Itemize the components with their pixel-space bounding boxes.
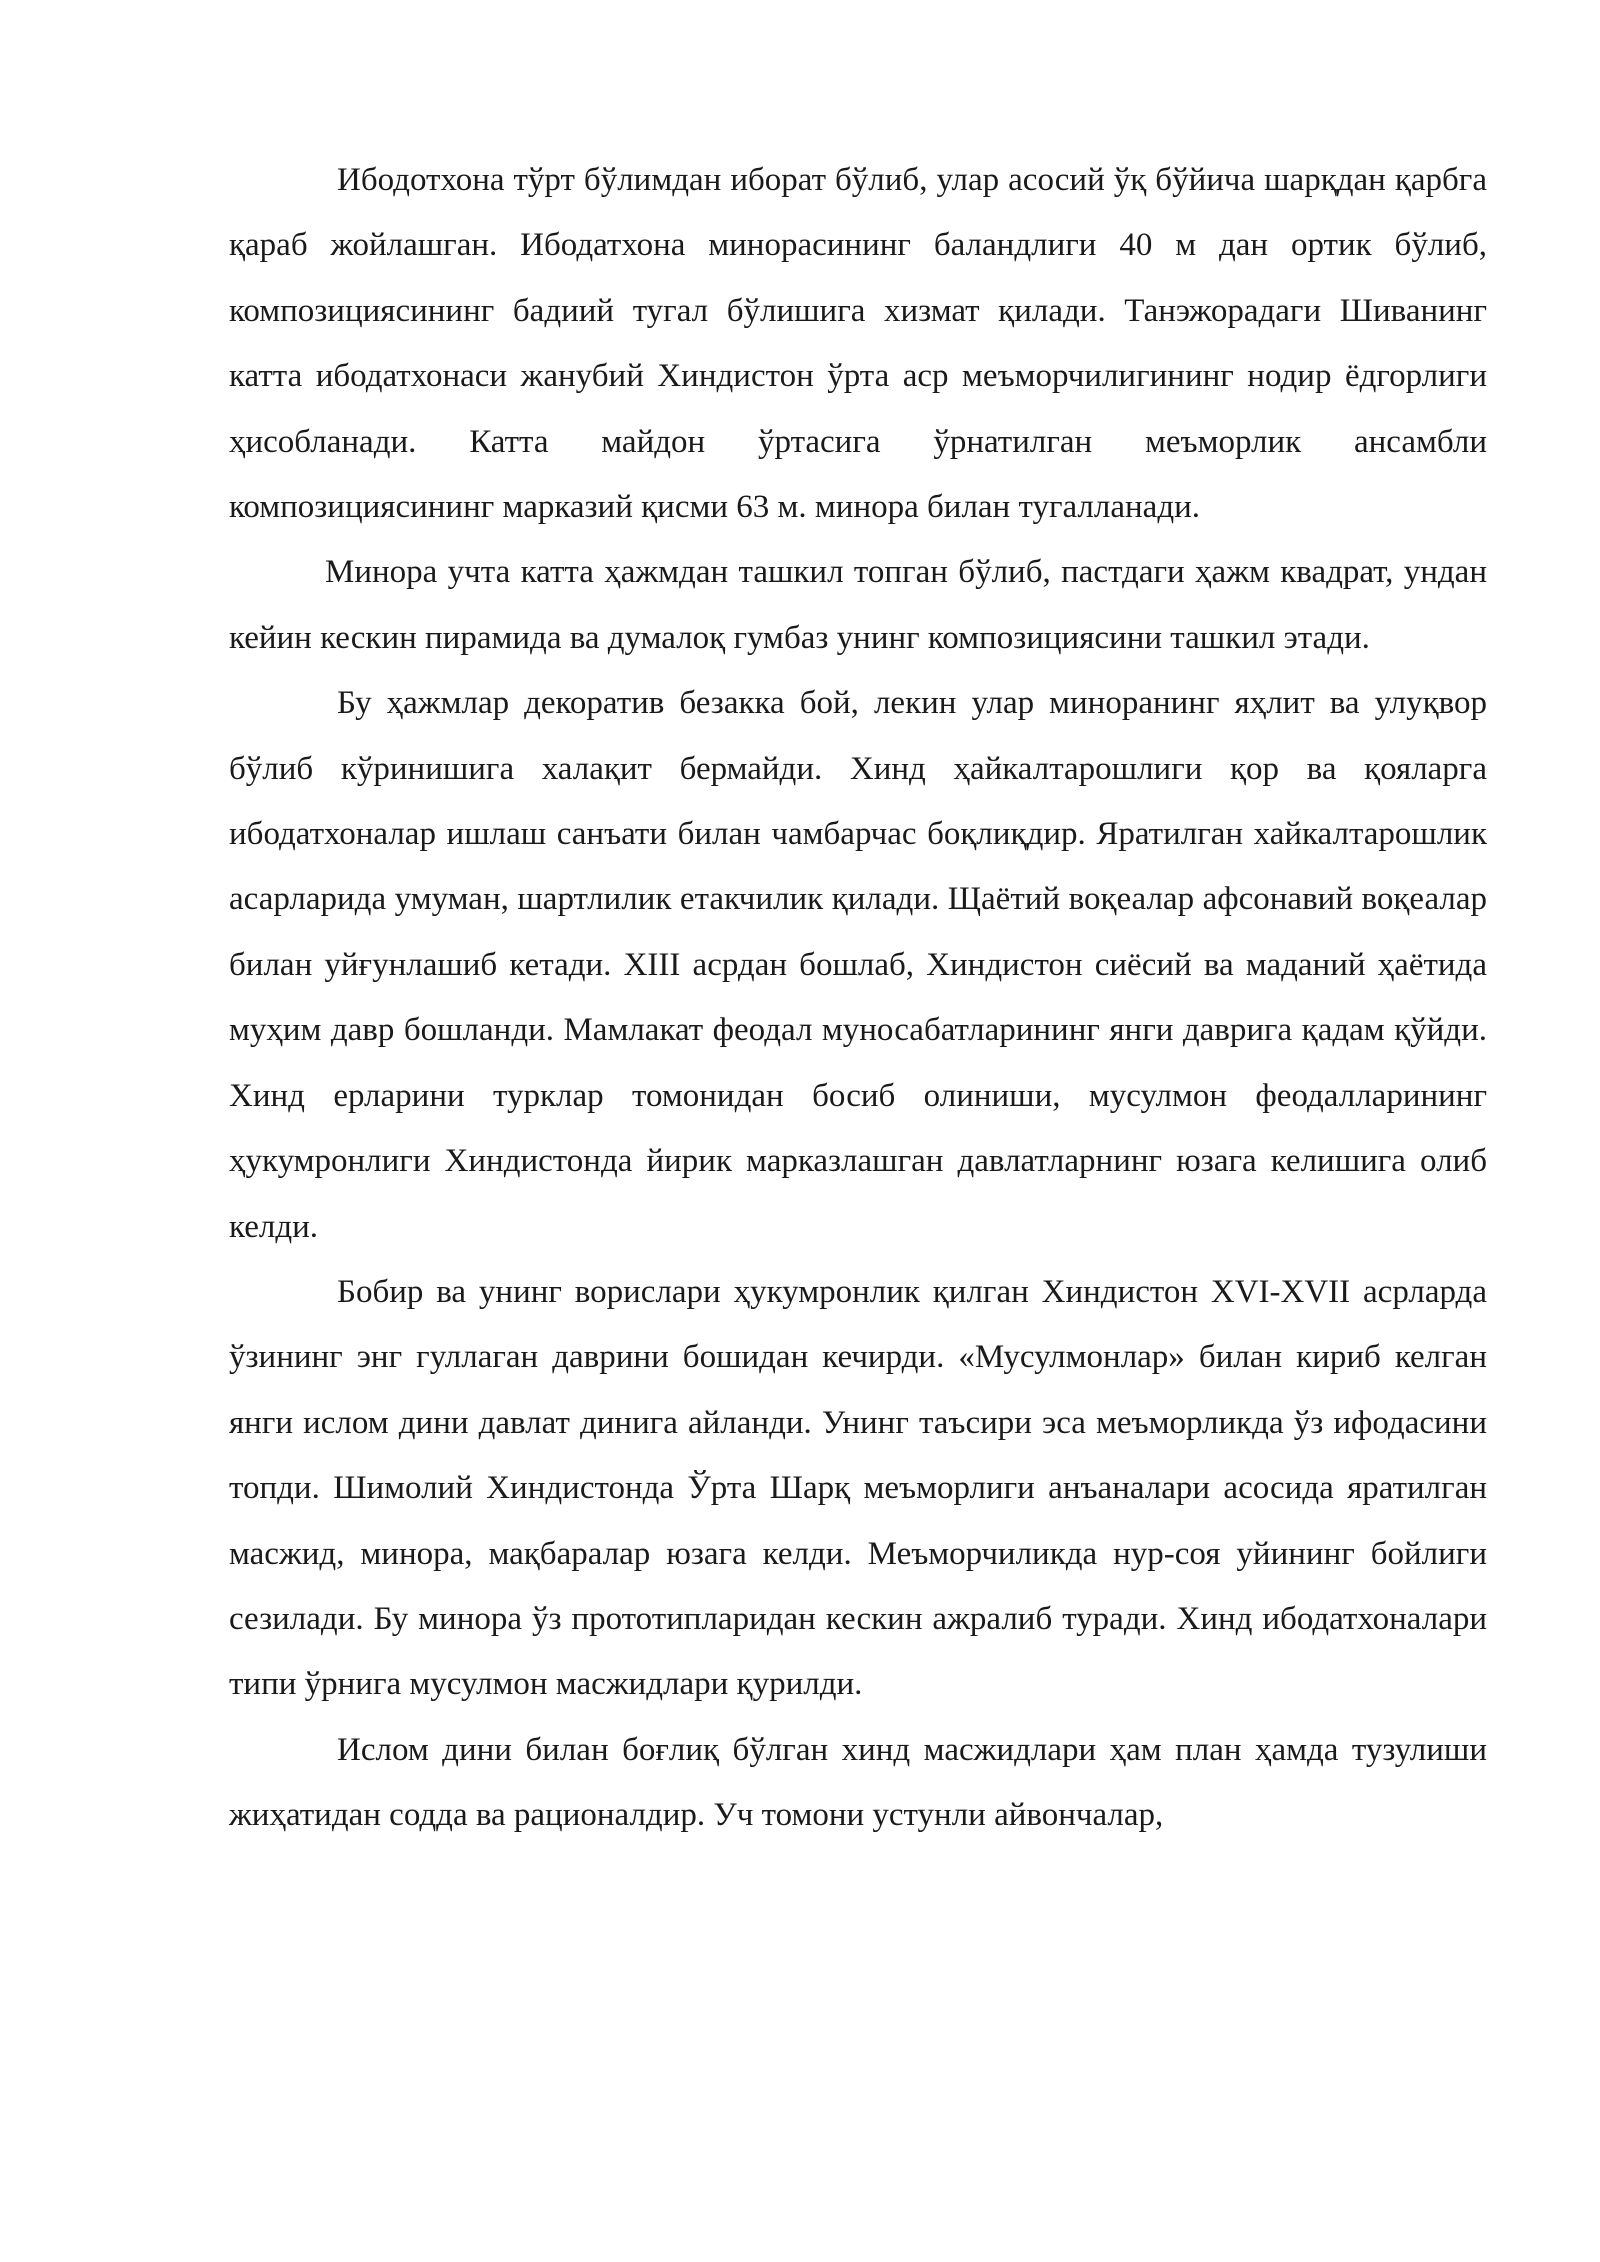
- document-body: [229, 148, 1487, 1849]
- paragraph-5: Ислом дини билан боғлиқ бўлган хинд масжидлари ҳам план ҳамда тузулиши жиҳатидан содда ва рационалдир. Уч томони устунли айвончалар,: [229, 1731, 1487, 1834]
- paragraph-2: Минора учта катта ҳажмдан ташкил топган бўлиб, пастдаги ҳажм квадрат, ундан кейин кескин пирамида ва думалоқ гумбаз унинг композициясини ташкил этади.: [229, 554, 1487, 656]
- paragraph-4: Бобир ва унинг ворислари ҳукумронлик қилган Хиндистон XVI-XVII асрларда ўзининг энг гуллаган даврини бошидан кечирди. «Мусулмонлар» билан кириб келган янги ислом дини давлат динига айланди. Унинг таъсири эса меъморликда ўз ифодасини топди. Шимолий Хиндистонда Ўрта Шарқ меъморлиги анъаналари асосида яратилган масжид, минора, мақбаралар юзага келди. Меъморчиликда нур-соя уйининг бойлиги сезилади. Бу минора ўз прототипларидан кескин ажралиб туради. Хинд ибодатхоналари типи ўрнига мусулмон масжидлари қурилди.: [229, 1273, 1487, 1703]
- paragraph-3: Бу ҳажмлар декоратив безакка бой, лекин улар миноранинг яҳлит ва улуқвор бўлиб кўринишига халақит бермайди. Хинд ҳайкалтарошлиги қор ва қояларга ибодатхоналар ишлаш санъати билан чамбарчас боқлиқдир. Яратилган хайкалтарошлик асарларида умуман, шартлилик етакчилик қилади. Щаётий воқеалар афсонавий воқеалар билан уйғунлашиб кетади. XIII асрдан бошлаб, Хиндистон сиёсий ва маданий ҳаётида муҳим давр бошланди. Мамлакат феодал муносабатларининг янги даврига қадам қўйди. Хинд ерларини турклар томонидан босиб олиниши, мусулмон феодалларининг ҳукумронлиги Хиндистонда йирик марказлашган давлатларнинг юзага келишига олиб келди.: [229, 685, 1487, 1245]
- paragraph-1: Ибодотхона тўрт бўлимдан иборат бўлиб, улар асосий ўқ бўйича шарқдан қарбга қараб жойлашган. Ибодатхона минорасининг баландлиги 40 м дан ортик бўлиб, композициясининг бадиий тугал бўлишига хизмат қилади. Танэжорадаги Шиванинг катта ибодатхонаси жанубий Хиндистон ўрта аср меъморчилигининг нодир ёдгорлиги ҳисобланади. Катта майдон ўртасига ўрнатилган меъморлик ансамбли композициясининг марказий қисми 63 м. минора билан тугалланади.: [229, 162, 1487, 526]
